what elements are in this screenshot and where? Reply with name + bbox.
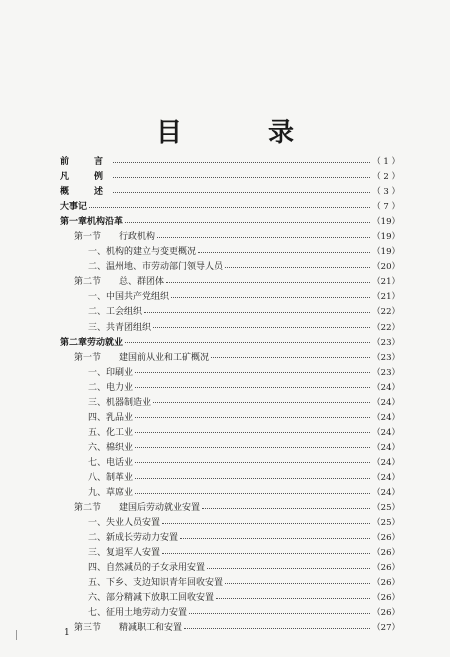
toc-entry-page: （23） (372, 367, 400, 378)
toc-entry (60, 335, 400, 350)
toc-entry-label: 第二章劳动就业 (60, 337, 124, 348)
toc-entry-page: （19） (372, 247, 400, 258)
dot-leader (162, 522, 370, 524)
toc-entry (60, 274, 400, 289)
toc-entry-page: （22） (372, 322, 400, 333)
toc-entry (60, 169, 400, 184)
toc-entry (60, 545, 400, 560)
toc-entry-page: （24） (372, 488, 400, 499)
toc-entry-page: （25） (372, 518, 400, 529)
dot-leader (135, 446, 370, 448)
toc-entry-label: 七、电话业 (88, 457, 134, 468)
toc-entry-page: （24） (372, 397, 400, 408)
dot-leader (135, 461, 370, 463)
toc-entry-label: 三、共青团组织 (88, 322, 152, 333)
dot-leader (125, 221, 370, 223)
toc-entry-page: （26） (372, 578, 400, 589)
toc-entry-page: （25） (372, 503, 400, 514)
dot-leader (166, 281, 370, 283)
toc-entry-label: 二、新成长劳动力安置 (88, 533, 179, 544)
toc-entry (60, 304, 400, 319)
toc-entry-page: （24） (372, 427, 400, 438)
toc-entry-label: 五、下乡、支边知识青年回收安置 (88, 578, 224, 589)
toc-entry-page: （ 7 ） (372, 202, 400, 213)
toc-entry-page: （27） (372, 623, 400, 634)
toc-entry (60, 199, 400, 214)
toc-entry (60, 320, 400, 335)
dot-leader (171, 296, 370, 298)
toc-entry-label: 五、化工业 (88, 427, 134, 438)
toc-entry (60, 365, 400, 380)
dot-leader (225, 582, 370, 584)
toc-entry-label: 第二节 建国后劳动就业安置 (74, 503, 201, 514)
dot-leader (89, 206, 370, 208)
toc-entry-label: 第一章机构沿革 (60, 217, 124, 228)
toc-entry (60, 500, 400, 515)
toc-entry-page: （24） (372, 382, 400, 393)
toc-entry (60, 515, 400, 530)
toc-entry-page: （23） (372, 352, 400, 363)
toc-entry-label: 八、制革业 (88, 472, 134, 483)
dot-leader (211, 356, 370, 358)
dot-leader (144, 311, 370, 313)
dot-leader (180, 537, 370, 539)
toc-entry-label: 二、电力业 (88, 382, 134, 393)
toc-entry-label: 六、棉织业 (88, 442, 134, 453)
toc-entry-page: （26） (372, 533, 400, 544)
toc-entry (60, 289, 400, 304)
toc-entry (60, 575, 400, 590)
toc-entry-page: （ 3 ） (372, 187, 400, 198)
toc-entry-page: （22） (372, 307, 400, 318)
toc-entry-page: （21） (372, 292, 400, 303)
toc-entry-label: 九、草席业 (88, 488, 134, 499)
toc-entry-label: 第二节 总、群团体 (74, 277, 165, 288)
toc-entry-label: 一、中国共产党组织 (88, 292, 170, 303)
toc-entry-page: （21） (372, 277, 400, 288)
toc-entry (60, 560, 400, 575)
toc-entry-label: 一、印刷业 (88, 367, 134, 378)
dot-leader (189, 612, 370, 614)
dot-leader (113, 176, 370, 178)
toc-entry-page: （23） (372, 337, 400, 348)
toc-entry-label: 第三节 精减职工和安置 (74, 623, 183, 634)
toc-entry-page: （26） (372, 593, 400, 604)
toc-entry (60, 244, 400, 259)
toc-entry (60, 605, 400, 620)
toc-entry-label: 大事记 (60, 202, 88, 213)
toc-entry (60, 154, 400, 169)
toc-entry (60, 259, 400, 274)
page-number: 1 (64, 628, 70, 638)
dot-leader (157, 236, 370, 238)
dot-leader (198, 251, 370, 253)
toc-entry (60, 229, 400, 244)
dot-leader (202, 507, 370, 509)
dot-leader (225, 266, 370, 268)
dot-leader (135, 371, 370, 373)
toc-entry-page: （26） (372, 608, 400, 619)
toc-entry (60, 530, 400, 545)
toc-entry (60, 440, 400, 455)
dot-leader (153, 326, 370, 328)
toc-entry-page: （26） (372, 563, 400, 574)
toc-entry-label: 凡 例 (60, 172, 112, 183)
toc-entry (60, 350, 400, 365)
dot-leader (135, 492, 370, 494)
toc-entry-label: 六、部分精减下放职工回收安置 (88, 593, 215, 604)
dot-leader (153, 401, 370, 403)
toc-entry (60, 380, 400, 395)
dot-leader (135, 386, 370, 388)
toc-entry-label: 前 言 (60, 157, 112, 167)
dot-leader (184, 627, 370, 629)
toc-entry-page: （24） (372, 472, 400, 483)
toc-entry-page: （20） (372, 262, 400, 273)
toc-entry-page: （24） (372, 412, 400, 423)
toc-entry-label: 第一节 行政机构 (74, 232, 156, 243)
toc-entry (60, 214, 400, 229)
toc-entry-label: 二、工会组织 (88, 307, 143, 318)
toc-entry-label: 第一节 建国前从业和工矿概况 (74, 352, 210, 363)
toc-entry-page: （19） (372, 232, 400, 243)
dot-leader (162, 552, 370, 554)
toc-entry-page: （26） (372, 548, 400, 559)
toc-entry-label: 概 述 (60, 187, 112, 198)
table-of-contents (60, 154, 400, 636)
dot-leader (207, 567, 370, 569)
toc-entry (60, 395, 400, 410)
margin-mark (16, 630, 17, 640)
dot-leader (135, 477, 370, 479)
dot-leader (113, 161, 370, 163)
toc-entry (60, 590, 400, 605)
toc-entry-page: （24） (372, 442, 400, 453)
dot-leader (125, 341, 370, 343)
toc-entry (60, 485, 400, 500)
toc-entry (60, 410, 400, 425)
toc-entry-label: 三、复退军人安置 (88, 548, 161, 559)
toc-entry-label: 三、机器制造业 (88, 397, 152, 408)
toc-entry-label: 二、温州地、市劳动部门领导人员 (88, 262, 224, 273)
dot-leader (216, 597, 370, 599)
page-title: 目 录 (155, 118, 324, 148)
toc-entry-page: （ 2 ） (372, 172, 400, 183)
toc-entry (60, 455, 400, 470)
toc-entry (60, 425, 400, 440)
toc-entry-label: 四、乳品业 (88, 412, 134, 423)
toc-entry-page: （ 1 ） (372, 157, 400, 167)
toc-entry (60, 184, 400, 199)
toc-entry (60, 470, 400, 485)
toc-entry (60, 620, 400, 635)
dot-leader (113, 191, 370, 193)
toc-entry-label: 四、自然减员的子女录用安置 (88, 563, 206, 574)
toc-entry-label: 一、机构的建立与变更概况 (88, 247, 197, 258)
toc-entry-page: （24） (372, 457, 400, 468)
dot-leader (135, 431, 370, 433)
toc-entry-page: （19） (372, 217, 400, 228)
toc-entry-label: 七、征用土地劳动力安置 (88, 608, 188, 619)
toc-entry-label: 一、失业人员安置 (88, 518, 161, 529)
dot-leader (135, 416, 370, 418)
